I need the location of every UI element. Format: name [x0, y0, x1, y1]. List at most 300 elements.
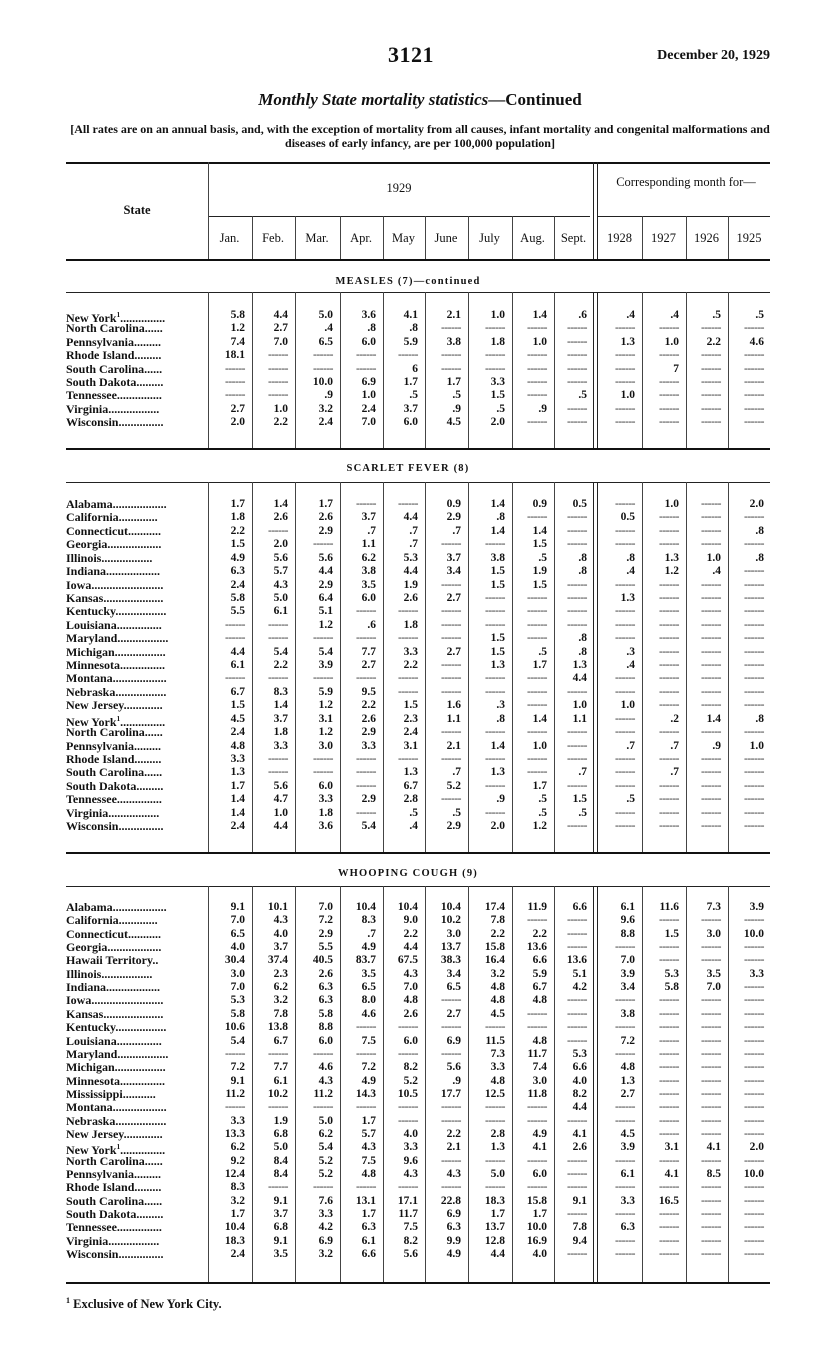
- table-cell: .4: [626, 659, 635, 672]
- table-cell: 8.2: [572, 1087, 587, 1100]
- table-cell: ------: [485, 349, 505, 362]
- table-cell: ------: [485, 779, 505, 792]
- table-cell: ------: [567, 994, 587, 1007]
- table-cell: 2.6: [403, 591, 418, 604]
- table-cell: ------: [659, 914, 679, 927]
- table-cell: ------: [701, 578, 721, 591]
- table-cell: ------: [527, 1021, 547, 1034]
- table-cell: 1.7: [361, 1208, 376, 1221]
- table-cell: 2.2: [230, 524, 245, 537]
- table-cell: ------: [744, 820, 764, 833]
- corresponding-month-header: Corresponding month for—: [616, 175, 756, 189]
- table-cell: 10.1: [267, 901, 288, 913]
- table-cell: 1.3: [664, 551, 679, 564]
- table-cell: ------: [659, 605, 679, 618]
- state-label: North Carolina: [66, 321, 145, 336]
- table-cell: ------: [744, 954, 764, 967]
- table-cell: 7.6: [318, 1194, 333, 1207]
- table-cell: .7: [452, 766, 461, 779]
- table-cell: 5.1: [318, 605, 333, 618]
- table-cell: 2.2: [446, 1127, 461, 1140]
- table-cell: ------: [441, 685, 461, 698]
- table-cell: ------: [313, 349, 333, 362]
- table-cell: ------: [485, 726, 505, 739]
- header-divider-double: [593, 162, 598, 259]
- table-cell: ------: [615, 524, 635, 537]
- table-cell: 3.2: [230, 1194, 245, 1207]
- state-label: North Carolina: [66, 1153, 145, 1168]
- state-label: Montana: [66, 671, 113, 686]
- state-label: Alabama: [66, 900, 113, 914]
- table-cell: ------: [701, 1087, 721, 1100]
- table-cell: ------: [615, 1154, 635, 1167]
- table-cell: .5: [712, 309, 721, 321]
- state-label: Iowa: [66, 993, 92, 1008]
- table-cell: ------: [659, 1234, 679, 1247]
- state-name: [66, 994, 163, 1007]
- table-cell: 6.1: [273, 605, 288, 618]
- table-cell: 4.8: [532, 1034, 547, 1047]
- state-column-header: State: [123, 203, 151, 217]
- table-cell: 1.4: [532, 309, 547, 321]
- table-cell: ------: [441, 1101, 461, 1114]
- table-cell: 7.2: [230, 1061, 245, 1074]
- table-cell: .4: [712, 565, 721, 578]
- table-cell: 6.6: [532, 954, 547, 967]
- table-cell: ------: [567, 578, 587, 591]
- table-cell: ------: [701, 1194, 721, 1207]
- table-cell: 2.0: [490, 820, 505, 833]
- table-cell: ------: [441, 632, 461, 645]
- table-cell: 1.3: [490, 659, 505, 672]
- state-label: North Carolina: [66, 725, 145, 740]
- leader-dots: .................: [115, 1020, 167, 1035]
- table-cell: ------: [567, 322, 587, 335]
- table-cell: ------: [659, 524, 679, 537]
- table-cell: .7: [670, 739, 679, 752]
- table-cell: 1.7: [230, 779, 245, 792]
- table-cell: ------: [615, 578, 635, 591]
- table-cell: 1.8: [273, 726, 288, 739]
- leader-dots: ....................: [103, 1006, 164, 1021]
- table-cell: 10.4: [440, 901, 461, 913]
- table-cell: 6.5: [361, 981, 376, 994]
- table-cell: 9.1: [230, 901, 245, 913]
- table-cell: ------: [615, 1114, 635, 1127]
- table-cell: .5: [538, 793, 547, 806]
- table-cell: ------: [485, 1101, 505, 1114]
- table-cell: 3.3: [403, 1141, 418, 1154]
- table-cell: 10.0: [312, 376, 333, 388]
- table-cell: 2.2: [706, 335, 721, 348]
- table-cell: 1.4: [230, 806, 245, 819]
- state-name: [66, 914, 158, 927]
- table-cell: ------: [701, 1047, 721, 1060]
- table-cell: 6.3: [446, 1221, 461, 1234]
- table-cell: 5.9: [532, 967, 547, 980]
- table-cell: 2.2: [532, 927, 547, 940]
- table-cell: ------: [744, 793, 764, 806]
- table-cell: ------: [398, 349, 418, 362]
- table-cell: ------: [485, 538, 505, 551]
- table-cell: 6.7: [532, 981, 547, 994]
- column-header-mar: Mar.: [305, 231, 329, 245]
- table-cell: 3.0: [446, 927, 461, 940]
- leader-dots: .............: [118, 510, 158, 525]
- section-bottom-rule: [66, 448, 770, 450]
- state-name: [66, 376, 163, 389]
- header-mid-rule-1929: [208, 216, 590, 217]
- state-name: [66, 336, 161, 349]
- title-rest: —Continued: [488, 90, 582, 109]
- state-name: [66, 820, 163, 833]
- table-cell: ------: [744, 362, 764, 375]
- table-cell: 1.5: [230, 538, 245, 551]
- table-cell: 8.8: [318, 1021, 333, 1034]
- table-cell: ------: [567, 820, 587, 833]
- leader-dots: .........: [134, 334, 162, 349]
- table-cell: 4.8: [403, 994, 418, 1007]
- header-bottom-rule: [66, 259, 770, 261]
- table-cell: 1.3: [490, 1141, 505, 1154]
- table-cell: ------: [567, 914, 587, 927]
- table-cell: .3: [626, 645, 635, 658]
- table-cell: 1.4: [706, 712, 721, 725]
- table-cell: ------: [225, 376, 245, 388]
- table-cell: ------: [659, 645, 679, 658]
- table-cell: ------: [744, 389, 764, 402]
- table-cell: ------: [701, 645, 721, 658]
- table-cell: .9: [324, 389, 333, 402]
- state-label: Georgia: [66, 940, 108, 955]
- table-cell: ------: [744, 1221, 764, 1234]
- table-cell: 2.4: [318, 416, 333, 429]
- table-cell: .2: [670, 712, 679, 725]
- footnote: [66, 1296, 222, 1312]
- table-cell: 4.8: [620, 1061, 635, 1074]
- table-cell: ------: [567, 1034, 587, 1047]
- table-cell: 7.8: [273, 1007, 288, 1020]
- table-cell: ------: [313, 672, 333, 685]
- state-name: [66, 1008, 163, 1021]
- table-cell: ------: [701, 1021, 721, 1034]
- table-cell: 1.4: [532, 524, 547, 537]
- state-name: [66, 498, 167, 511]
- table-cell: 1.0: [620, 389, 635, 402]
- table-cell: 5.8: [230, 309, 245, 321]
- table-cell: ------: [701, 1074, 721, 1087]
- table-cell: ------: [744, 416, 764, 429]
- table-cell: 4.6: [318, 1061, 333, 1074]
- table-cell: ------: [485, 618, 505, 631]
- table-cell: 5.4: [230, 1034, 245, 1047]
- table-cell: ------: [527, 349, 547, 362]
- table-cell: 6.3: [318, 981, 333, 994]
- table-cell: ------: [615, 1234, 635, 1247]
- table-cell: ------: [744, 1074, 764, 1087]
- table-cell: ------: [659, 806, 679, 819]
- table-cell: 5.5: [230, 605, 245, 618]
- table-cell: ------: [701, 1034, 721, 1047]
- table-cell: 3.1: [318, 712, 333, 725]
- table-cell: ------: [744, 349, 764, 362]
- table-cell: 2.2: [403, 659, 418, 672]
- table-cell: 12.8: [484, 1234, 505, 1247]
- table-cell: ------: [659, 591, 679, 604]
- table-cell: ------: [615, 349, 635, 362]
- table-cell: ------: [441, 578, 461, 591]
- table-cell: .4: [626, 309, 635, 321]
- table-cell: ------: [701, 752, 721, 765]
- table-cell: ------: [659, 1127, 679, 1140]
- table-cell: ------: [268, 376, 288, 388]
- table-cell: ------: [567, 1154, 587, 1167]
- leader-dots: ..................: [107, 940, 162, 955]
- table-cell: 6.5: [318, 335, 333, 348]
- table-cell: 5.2: [446, 779, 461, 792]
- table-cell: ------: [567, 591, 587, 604]
- table-cell: 1.2: [318, 699, 333, 712]
- leader-dots: .........: [134, 751, 162, 766]
- header-divider: [686, 216, 687, 259]
- table-cell: 2.9: [361, 793, 376, 806]
- table-cell: .6: [367, 618, 376, 631]
- table-cell: ------: [527, 511, 547, 524]
- section-bottom-rule: [66, 852, 770, 854]
- state-name: [66, 525, 161, 538]
- table-cell: 4.8: [230, 739, 245, 752]
- table-cell: 3.9: [620, 1141, 635, 1154]
- table-cell: 7.0: [230, 981, 245, 994]
- table-cell: ------: [313, 632, 333, 645]
- table-cell: 2.2: [361, 699, 376, 712]
- table-cell: ------: [659, 1034, 679, 1047]
- table-cell: ------: [659, 994, 679, 1007]
- table-cell: ------: [701, 793, 721, 806]
- state-name: [66, 793, 162, 806]
- table-cell: 9.2: [230, 1154, 245, 1167]
- table-cell: 3.6: [361, 309, 376, 321]
- table-cell: 3.7: [403, 402, 418, 415]
- table-cell: 7.8: [490, 914, 505, 927]
- table-cell: ------: [527, 605, 547, 618]
- header-top-rule: [66, 162, 770, 164]
- leader-dots: .................: [115, 1113, 167, 1128]
- table-cell: ------: [441, 726, 461, 739]
- table-cell: 1.5: [490, 645, 505, 658]
- table-cell: 5.8: [664, 981, 679, 994]
- state-name: [66, 780, 163, 793]
- table-cell: ------: [659, 1021, 679, 1034]
- table-cell: 3.3: [230, 1114, 245, 1127]
- table-cell: 3.3: [490, 1061, 505, 1074]
- table-cell: 4.5: [620, 1127, 635, 1140]
- leader-dots: ...............: [120, 1073, 165, 1088]
- table-cell: ------: [356, 1047, 376, 1060]
- table-cell: 2.0: [749, 1141, 764, 1154]
- state-name: [66, 1155, 163, 1168]
- table-cell: 1.1: [361, 538, 376, 551]
- table-cell: 6.2: [273, 981, 288, 994]
- table-cell: .9: [452, 402, 461, 415]
- table-cell: ------: [659, 322, 679, 335]
- table-cell: 11.5: [485, 1034, 505, 1047]
- state-label: Pennsylvania: [66, 1167, 135, 1181]
- state-label: Wisconsin: [66, 1247, 119, 1262]
- table-cell: 6.2: [318, 1127, 333, 1140]
- table-cell: 4.6: [749, 335, 764, 348]
- table-cell: 8.5: [706, 1168, 721, 1180]
- table-cell: 11.9: [527, 901, 547, 913]
- table-cell: ------: [744, 1007, 764, 1020]
- table-cell: 4.0: [572, 1074, 587, 1087]
- state-name: [66, 659, 165, 672]
- table-cell: ------: [701, 605, 721, 618]
- table-cell: ------: [701, 1127, 721, 1140]
- table-cell: 4.0: [273, 927, 288, 940]
- table-cell: 4.6: [361, 1007, 376, 1020]
- state-label: California: [66, 913, 119, 928]
- table-cell: ------: [615, 538, 635, 551]
- table-cell: 5.4: [318, 645, 333, 658]
- table-cell: .7: [367, 524, 376, 537]
- table-cell: 7.2: [361, 1061, 376, 1074]
- column-header-1927: 1927: [651, 231, 676, 245]
- table-cell: ------: [701, 1061, 721, 1074]
- table-cell: ------: [744, 632, 764, 645]
- table-cell: ------: [744, 511, 764, 524]
- table-cell: 6.1: [230, 659, 245, 672]
- table-cell: 1.2: [318, 726, 333, 739]
- table-cell: 6.0: [361, 335, 376, 348]
- table-cell: ------: [527, 699, 547, 712]
- table-cell: 2.2: [273, 659, 288, 672]
- table-cell: 2.1: [446, 739, 461, 752]
- table-cell: ------: [527, 389, 547, 402]
- table-cell: 2.7: [361, 659, 376, 672]
- table-cell: ------: [744, 914, 764, 927]
- table-cell: 11.8: [527, 1087, 547, 1100]
- table-cell: ------: [398, 1181, 418, 1194]
- table-cell: 4.5: [230, 712, 245, 725]
- table-cell: 3.9: [318, 659, 333, 672]
- state-label: New York: [66, 311, 117, 325]
- table-cell: ------: [659, 685, 679, 698]
- table-cell: ------: [659, 416, 679, 429]
- table-cell: 4.4: [230, 645, 245, 658]
- table-cell: 1.0: [361, 389, 376, 402]
- table-cell: ------: [527, 1007, 547, 1020]
- table-cell: 13.6: [566, 954, 587, 967]
- header-divider: [208, 162, 209, 259]
- state-label: New Jersey: [66, 698, 124, 713]
- table-cell: ------: [527, 1181, 547, 1194]
- leader-dots: ..................: [112, 671, 167, 686]
- table-cell: 2.6: [318, 511, 333, 524]
- state-label: Mississippi: [66, 1086, 123, 1101]
- table-cell: 22.8: [440, 1194, 461, 1207]
- table-cell: ------: [659, 511, 679, 524]
- table-cell: ------: [567, 779, 587, 792]
- table-cell: ------: [441, 618, 461, 631]
- table-cell: .8: [409, 322, 418, 335]
- table-cell: 1.0: [620, 699, 635, 712]
- table-cell: 2.7: [620, 1087, 635, 1100]
- table-cell: 2.9: [446, 511, 461, 524]
- column-header-june: June: [434, 231, 458, 245]
- table-cell: 6.8: [273, 1221, 288, 1234]
- table-cell: 5.2: [403, 1074, 418, 1087]
- leader-dots: .................: [114, 644, 166, 659]
- table-cell: 7: [673, 362, 679, 375]
- leader-dots: .................: [101, 550, 153, 565]
- table-cell: ------: [485, 591, 505, 604]
- table-cell: 38.3: [440, 954, 461, 967]
- table-cell: 4.1: [532, 1141, 547, 1154]
- table-cell: ------: [659, 1074, 679, 1087]
- table-cell: 3.5: [361, 967, 376, 980]
- table-cell: .5: [452, 389, 461, 402]
- table-cell: 3.4: [446, 967, 461, 980]
- state-name: [66, 1088, 156, 1101]
- table-cell: ------: [567, 362, 587, 375]
- table-cell: 7.0: [620, 954, 635, 967]
- table-cell: 67.5: [397, 954, 418, 967]
- table-cell: 2.6: [403, 1007, 418, 1020]
- table-cell: 4.4: [403, 511, 418, 524]
- table-cell: 3.0: [706, 927, 721, 940]
- table-cell: ------: [615, 498, 635, 510]
- table-cell: ------: [356, 349, 376, 362]
- table-cell: 1.4: [490, 498, 505, 510]
- table-cell: ------: [313, 1047, 333, 1060]
- table-cell: ------: [701, 322, 721, 335]
- table-cell: 7.0: [361, 416, 376, 429]
- table-cell: .8: [626, 551, 635, 564]
- table-cell: 5.3: [572, 1047, 587, 1060]
- table-cell: ------: [356, 752, 376, 765]
- table-cell: 1.4: [490, 739, 505, 752]
- table-cell: ------: [701, 416, 721, 429]
- table-cell: ------: [701, 389, 721, 402]
- table-cell: 10.0: [526, 1221, 547, 1234]
- table-cell: 7.0: [318, 901, 333, 913]
- table-cell: 5.5: [318, 941, 333, 954]
- table-cell: 2.0: [230, 416, 245, 429]
- table-cell: 1.0: [664, 335, 679, 348]
- table-cell: 8.8: [620, 927, 635, 940]
- header-divider: [252, 216, 253, 259]
- state-label: Wisconsin: [66, 819, 119, 834]
- table-cell: ------: [527, 672, 547, 685]
- table-cell: ------: [659, 1154, 679, 1167]
- table-cell: 18.3: [224, 1234, 245, 1247]
- table-cell: 3.1: [403, 739, 418, 752]
- table-cell: 1.3: [490, 766, 505, 779]
- state-name: [66, 349, 161, 362]
- table-cell: ------: [356, 1101, 376, 1114]
- table-cell: 13.3: [224, 1127, 245, 1140]
- table-cell: .5: [538, 806, 547, 819]
- table-cell: 1.0: [532, 739, 547, 752]
- table-cell: .8: [755, 551, 764, 564]
- table-cell: ------: [527, 685, 547, 698]
- table-cell: 0.9: [532, 498, 547, 510]
- table-cell: 17.4: [484, 901, 505, 913]
- table-cell: 10.4: [355, 901, 376, 913]
- table-cell: ------: [225, 618, 245, 631]
- table-cell: ------: [615, 376, 635, 388]
